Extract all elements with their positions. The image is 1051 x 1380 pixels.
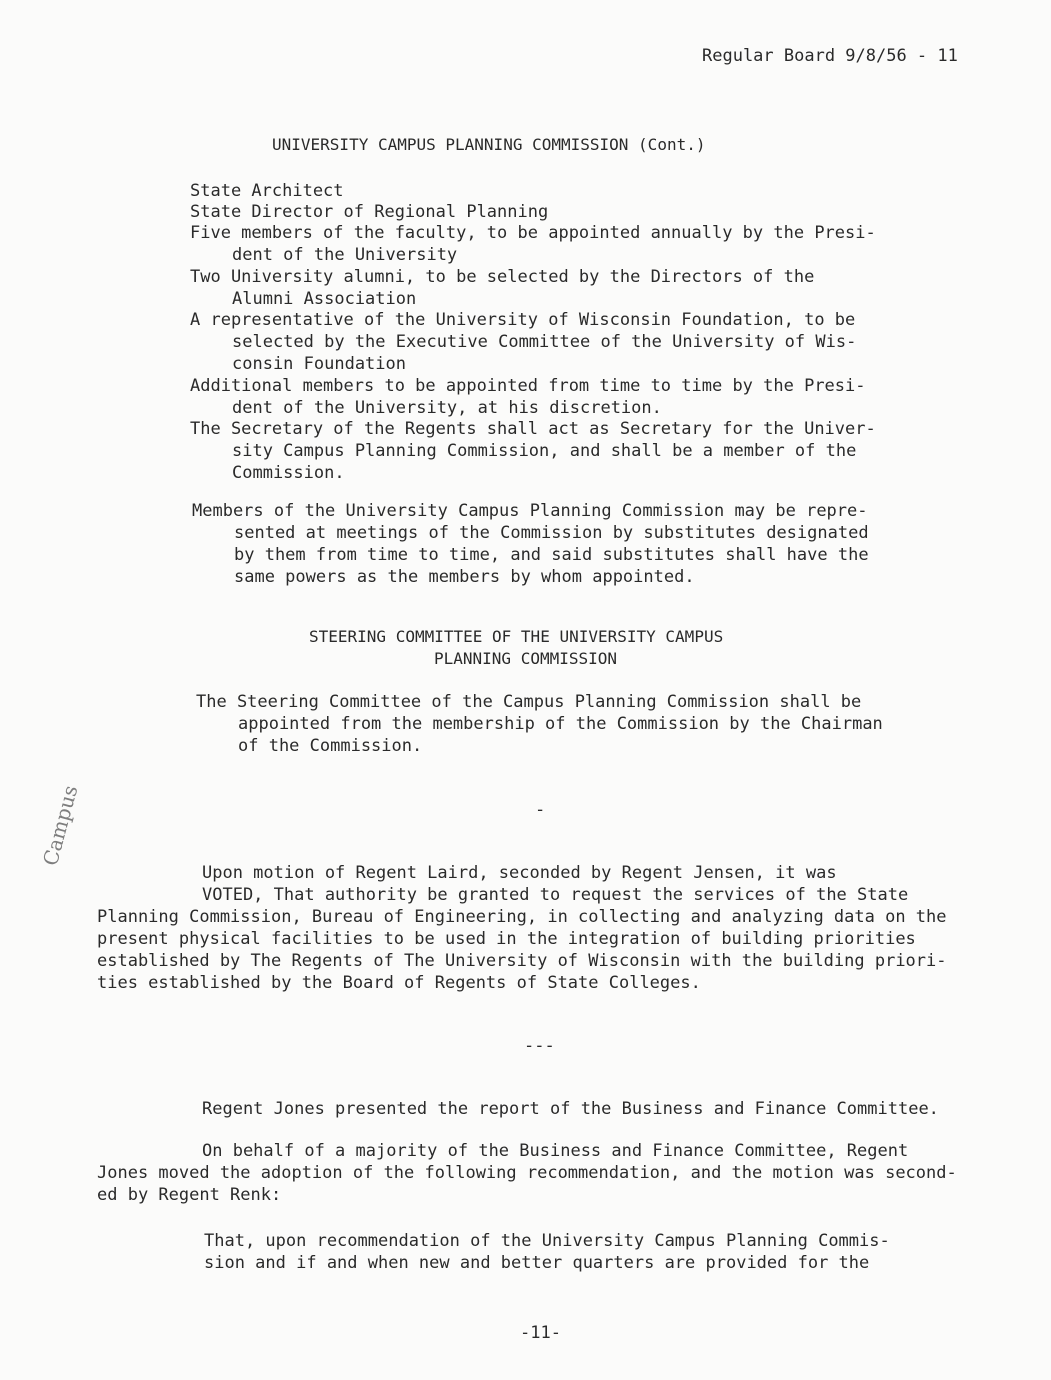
member-line: sity Campus Planning Commission, and shall be a member of the <box>232 441 857 461</box>
paragraph-line: ties established by the Board of Regents of State Colleges. <box>97 973 701 993</box>
behalf-paragraph <box>97 1162 957 1206</box>
handwritten-margin-note: Campus <box>38 782 83 869</box>
member-item <box>190 266 910 310</box>
behalf-first-line: On behalf of a majority of the Business and Finance Committee, Regent <box>202 1141 909 1161</box>
separator: --- <box>524 1036 555 1056</box>
member-line: consin Foundation <box>232 354 406 374</box>
paragraph-line: sented at meetings of the Commission by substitutes designated <box>234 523 869 543</box>
paragraph-line: appointed from the membership of the Commission by the Chairman <box>238 714 883 734</box>
member-line: Two University alumni, to be selected by the Directors of the <box>190 267 815 287</box>
paragraph-line: ed by Regent Renk: <box>97 1185 282 1205</box>
member-line: Five members of the faculty, to be appointed annually by the Presi- <box>190 223 876 243</box>
running-head: Regular Board 9/8/56 - 11 <box>702 46 958 66</box>
paragraph-line: established by The Regents of The University of Wisconsin with the building priori- <box>97 951 947 971</box>
member-item <box>190 180 910 202</box>
member-item <box>190 222 910 266</box>
substitutes-paragraph <box>192 500 912 588</box>
paragraph-line: The Steering Committee of the Campus Planning Commission shall be <box>196 692 862 712</box>
member-item <box>190 375 910 419</box>
member-line: Alumni Association <box>232 289 417 309</box>
paragraph-line: by them from time to time, and said substitutes shall have the <box>234 545 869 565</box>
member-line: dent of the University <box>232 245 458 265</box>
member-line: Commission. <box>232 463 345 483</box>
paragraph-line: present physical facilities to be used in the integration of building priorities <box>97 929 916 949</box>
member-line: A representative of the University of Wisconsin Foundation, to be <box>190 310 856 330</box>
paragraph-line: Members of the University Campus Planning Commission may be repre- <box>192 501 868 521</box>
recommendation-paragraph <box>204 1230 924 1274</box>
paragraph-line: of the Commission. <box>238 736 423 756</box>
page-number: -11- <box>520 1323 561 1343</box>
member-item <box>190 309 910 375</box>
steering-paragraph <box>196 691 916 757</box>
member-item <box>190 201 910 223</box>
member-line: Additional members to be appointed from time to time by the Presi- <box>190 376 866 396</box>
paragraph-line: Jones moved the adoption of the following recommendation, and the motion was second- <box>97 1163 957 1183</box>
paragraph-line: That, upon recommendation of the University Campus Planning Commis- <box>204 1231 890 1251</box>
member-line: selected by the Executive Committee of the University of Wis- <box>232 332 857 352</box>
member-line: dent of the University, at his discretion. <box>232 398 662 418</box>
member-item <box>190 418 910 484</box>
paragraph-line: Planning Commission, Bureau of Engineering, in collecting and analyzing data on the <box>97 907 947 927</box>
motion-body <box>97 906 947 994</box>
section-heading-steering: STEERING COMMITTEE OF THE UNIVERSITY CAMPUS <box>309 627 724 646</box>
section-heading-steering-line2: PLANNING COMMISSION <box>434 649 618 668</box>
member-line: State Architect <box>190 181 344 201</box>
member-line: State Director of Regional Planning <box>190 202 549 222</box>
paragraph-line: sion and if and when new and better quarters are provided for the <box>204 1253 870 1273</box>
motion-intro: Upon motion of Regent Laird, seconded by Regent Jensen, it was <box>202 863 837 883</box>
section-heading-commission: UNIVERSITY CAMPUS PLANNING COMMISSION (Cont.) <box>272 135 706 154</box>
separator: - <box>535 800 546 820</box>
report-line: Regent Jones presented the report of the Business and Finance Committee. <box>202 1099 939 1119</box>
member-line: The Secretary of the Regents shall act as Secretary for the Univer- <box>190 419 876 439</box>
motion-voted-line: VOTED, That authority be granted to request the services of the State <box>202 885 909 905</box>
paragraph-line: same powers as the members by whom appointed. <box>234 567 695 587</box>
